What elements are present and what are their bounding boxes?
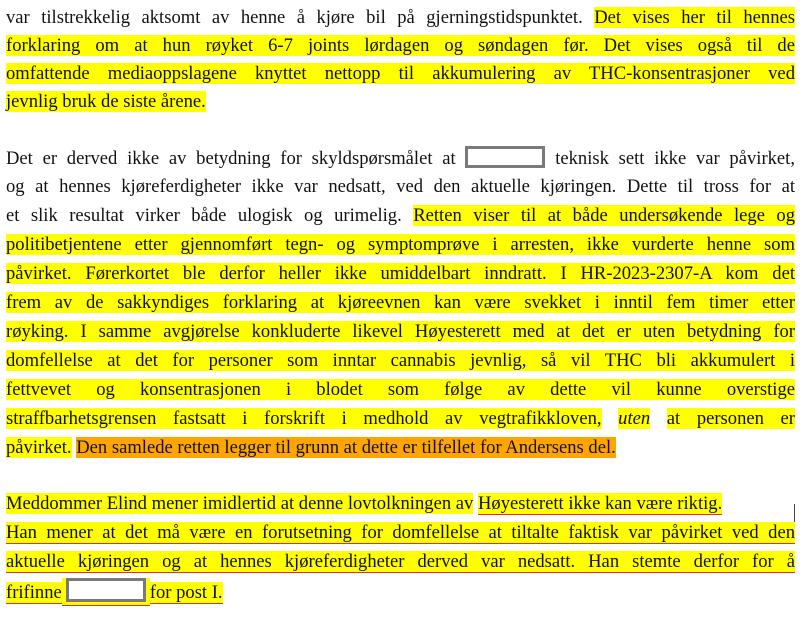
text-line — [6, 320, 795, 346]
text-line — [6, 204, 795, 230]
underlined-text: aktuelle kjøringen og at hennes kjøreferdigheter derved var nedsatt. Han stemte derfor for å — [6, 551, 795, 572]
text-line — [6, 175, 795, 201]
text-cursor — [794, 504, 795, 522]
text-segment: og at hennes kjøreferdigheter ikke var nedsatt, ved den aktuelle kjøringen. Dette til tross for at — [6, 176, 795, 197]
highlighted-text: påvirket. — [6, 437, 72, 458]
text-line — [6, 436, 616, 462]
highlighted-text: straffbarhetsgrensen fastsatt i forskrift i medhold av vegtrafikkloven, — [6, 408, 602, 429]
redacted-name-box — [465, 146, 545, 168]
underlined-text: frifinne — [6, 582, 62, 603]
text-line — [6, 146, 795, 172]
highlighted-text: domfellelse at det for personer som inntar cannabis jevnlig, så vil THC bli akkumulert i — [6, 350, 795, 371]
text-line — [6, 90, 206, 116]
text-line — [6, 291, 795, 317]
highlighted-text: omfattende mediaoppslagene knyttet nettopp til akkumulering av THC-konsentrasjoner ved — [6, 63, 795, 84]
text-line — [6, 378, 795, 404]
highlighted-text: påvirket. Førerkortet ble derfor heller ikke umiddelbart inndratt. I HR-2023-2307-A kom det — [6, 263, 795, 284]
highlighted-text: frem av de sakkyndiges forklaring at kjøreevnen kan være svekket i inntil fem timer etter — [6, 292, 795, 313]
orange-highlighted-text: Den samlede retten legger til grunn at dette er tilfellet for Andersens del. — [76, 437, 616, 458]
highlighted-text: røyking. I samme avgjørelse konkluderte likevel Høyesterett med at det er uten betydning for — [6, 321, 795, 342]
text-line — [6, 34, 795, 60]
text-line — [6, 349, 795, 375]
text-segment: teknisk sett ikke var påvirket, — [555, 148, 796, 169]
highlighted-text: Det vises her til hennes — [594, 7, 796, 28]
text-line — [6, 407, 795, 433]
italic-text: uten — [618, 408, 651, 429]
text-line — [6, 233, 795, 259]
underlined-text: Han mener at det må være en forutsetning for domfellelse at tiltalte faktisk var påvirket ved den — [6, 522, 795, 543]
redacted-name-box — [66, 578, 146, 602]
text-line — [6, 521, 795, 547]
redaction-wrapper — [62, 578, 150, 606]
highlighted-text: forklaring om at hun røyket 6-7 joints lørdagen og søndagen før. Det vises også til de — [6, 35, 795, 56]
highlighted-text: Meddommer Elind mener imidlertid at denne lovtolkningen av — [6, 493, 474, 514]
highlighted-text: Retten viser til at både undersøkende lege og — [413, 205, 796, 226]
underlined-text: for post I. — [149, 582, 223, 603]
text-line — [6, 492, 722, 518]
text-segment: et slik resultat virker både ulogisk og urimelig. — [6, 205, 402, 226]
highlighted-text: fettvevet og konsentrasjonen i blodet som følge av dette vil kunne overstige — [6, 379, 795, 400]
text-line — [6, 6, 795, 32]
text-line — [6, 578, 223, 604]
text-segment: Det er derved ikke av betydning for skyldspørsmålet at — [6, 148, 456, 169]
highlighted-text: jevnlig bruk de siste årene. — [6, 91, 206, 112]
text-line — [6, 262, 795, 288]
highlighted-text: politibetjentene etter gjennomført tegn- og symptomprøve i arresten, ikke vurderte henne som — [6, 234, 795, 255]
underlined-text: Høyesterett ikke kan være riktig. — [477, 493, 723, 514]
text-line — [6, 62, 795, 88]
text-segment: var tilstrekkelig aktsomt av henne å kjøre bil på gjerningstidspunktet. — [6, 7, 583, 28]
text-line — [6, 550, 795, 576]
highlighted-text: at personen er — [666, 408, 795, 429]
